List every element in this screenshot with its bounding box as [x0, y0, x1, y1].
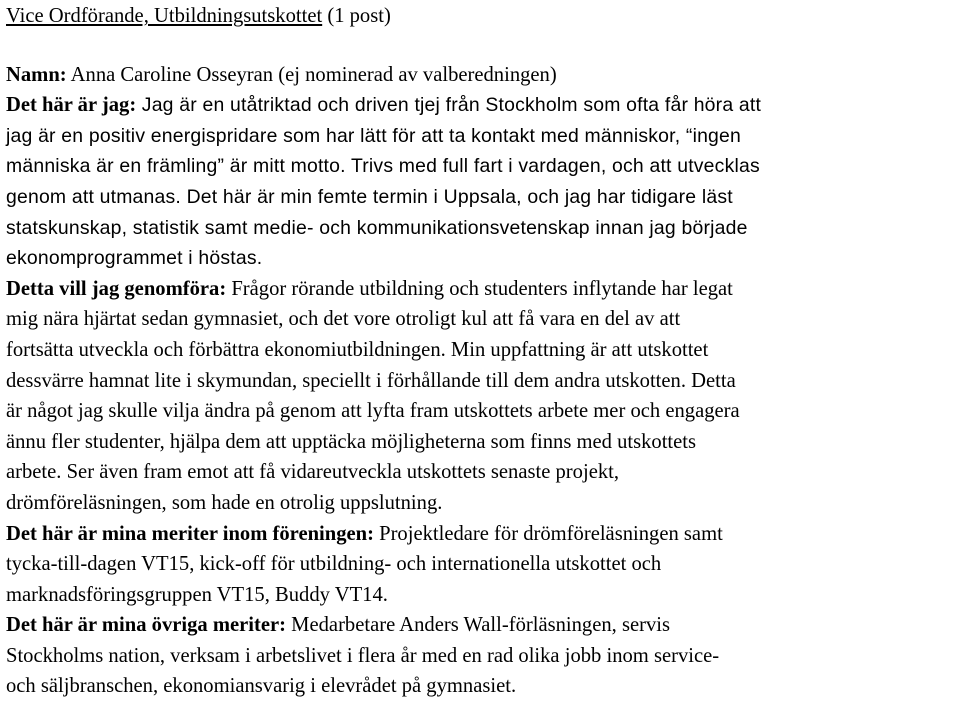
goals-line-8: drömföreläsningen, som hade en otrolig uppslutning.	[6, 491, 443, 514]
goals-line-3: fortsätta utveckla och förbättra ekonomiutbildningen. Min uppfattning är att utskottet	[6, 338, 709, 361]
about-line-4: genom att utmanas. Det här är min femte termin i Uppsala, och jag har tidigare läst	[6, 185, 733, 208]
other-line-1	[6, 610, 956, 641]
merits-line-2: tycka-till-dagen VT15, kick-off för utbildning- och internationella utskottet och	[6, 553, 662, 576]
goals-line-6: ännu fler studenter, hjälpa dem att upptäcka möjligheterna som finns med utskottets	[6, 430, 697, 453]
goals-line-5: är något jag skulle vilja ändra på genom att lyfta fram utskottets arbete mer och engagera	[6, 400, 740, 423]
merits-label: Det här är mina meriter inom föreningen:	[6, 522, 374, 545]
name-value: Anna Caroline Osseyran (ej nominerad av valberedningen)	[66, 63, 557, 86]
merits-line-3: marknadsföringsgruppen VT15, Buddy VT14.	[6, 583, 388, 606]
goals-text-1: Frågor rörande utbildning och studenters inflytande har legat	[226, 277, 733, 300]
merits-line-1	[6, 519, 956, 550]
about-line-3: människa är en främling” är mitt motto. Trivs med full fart i vardagen, och att utvecklas	[6, 155, 760, 178]
goals-line-1	[6, 274, 956, 305]
section-title	[6, 1, 956, 32]
name-row	[6, 60, 956, 91]
about-label: Det här är jag:	[6, 94, 137, 117]
goals-line-2: mig nära hjärtat sedan gymnasiet, och det vore otroligt kul att få vara en del av att	[6, 308, 681, 331]
goals-line-4: dessvärre hamnat lite i skymundan, speciellt i förhållande till dem andra utskotten. Detta	[6, 369, 736, 392]
position-count: (1 post)	[322, 5, 391, 27]
about-line-5: statskunskap, statistik samt medie- och kommunikationsvetenskap innan jag började	[6, 216, 748, 239]
about-line-6: ekonomprogrammet i höstas.	[6, 247, 263, 270]
other-label: Det här är mina övriga meriter:	[6, 614, 287, 637]
position-title: Vice Ordförande, Utbildningsutskottet	[6, 5, 323, 27]
goals-line-7: arbete. Ser även fram emot att få vidareutveckla utskottets senaste projekt,	[6, 461, 619, 484]
title-spacer	[6, 32, 956, 60]
about-text-1: Jag är en utåtriktad och driven tjej från Stockholm som ofta får höra att	[136, 94, 762, 117]
name-label: Namn:	[6, 63, 67, 86]
about-line-2: jag är en positiv energispridare som har lätt för att ta kontakt med människor, “ingen	[6, 124, 742, 147]
other-line-2: Stockholms nation, verksam i arbetslivet i flera år med en rad olika jobb inom service-	[6, 644, 720, 667]
goals-label: Detta vill jag genomföra:	[6, 277, 227, 300]
about-line-1	[6, 90, 956, 121]
other-text-1: Medarbetare Anders Wall-förläsningen, servis	[286, 614, 671, 637]
merits-text-1: Projektledare för drömföreläsningen samt	[373, 522, 723, 545]
document-page	[6, 1, 956, 702]
other-line-3: och säljbranschen, ekonomiansvarig i elevrådet på gymnasiet.	[6, 675, 517, 698]
